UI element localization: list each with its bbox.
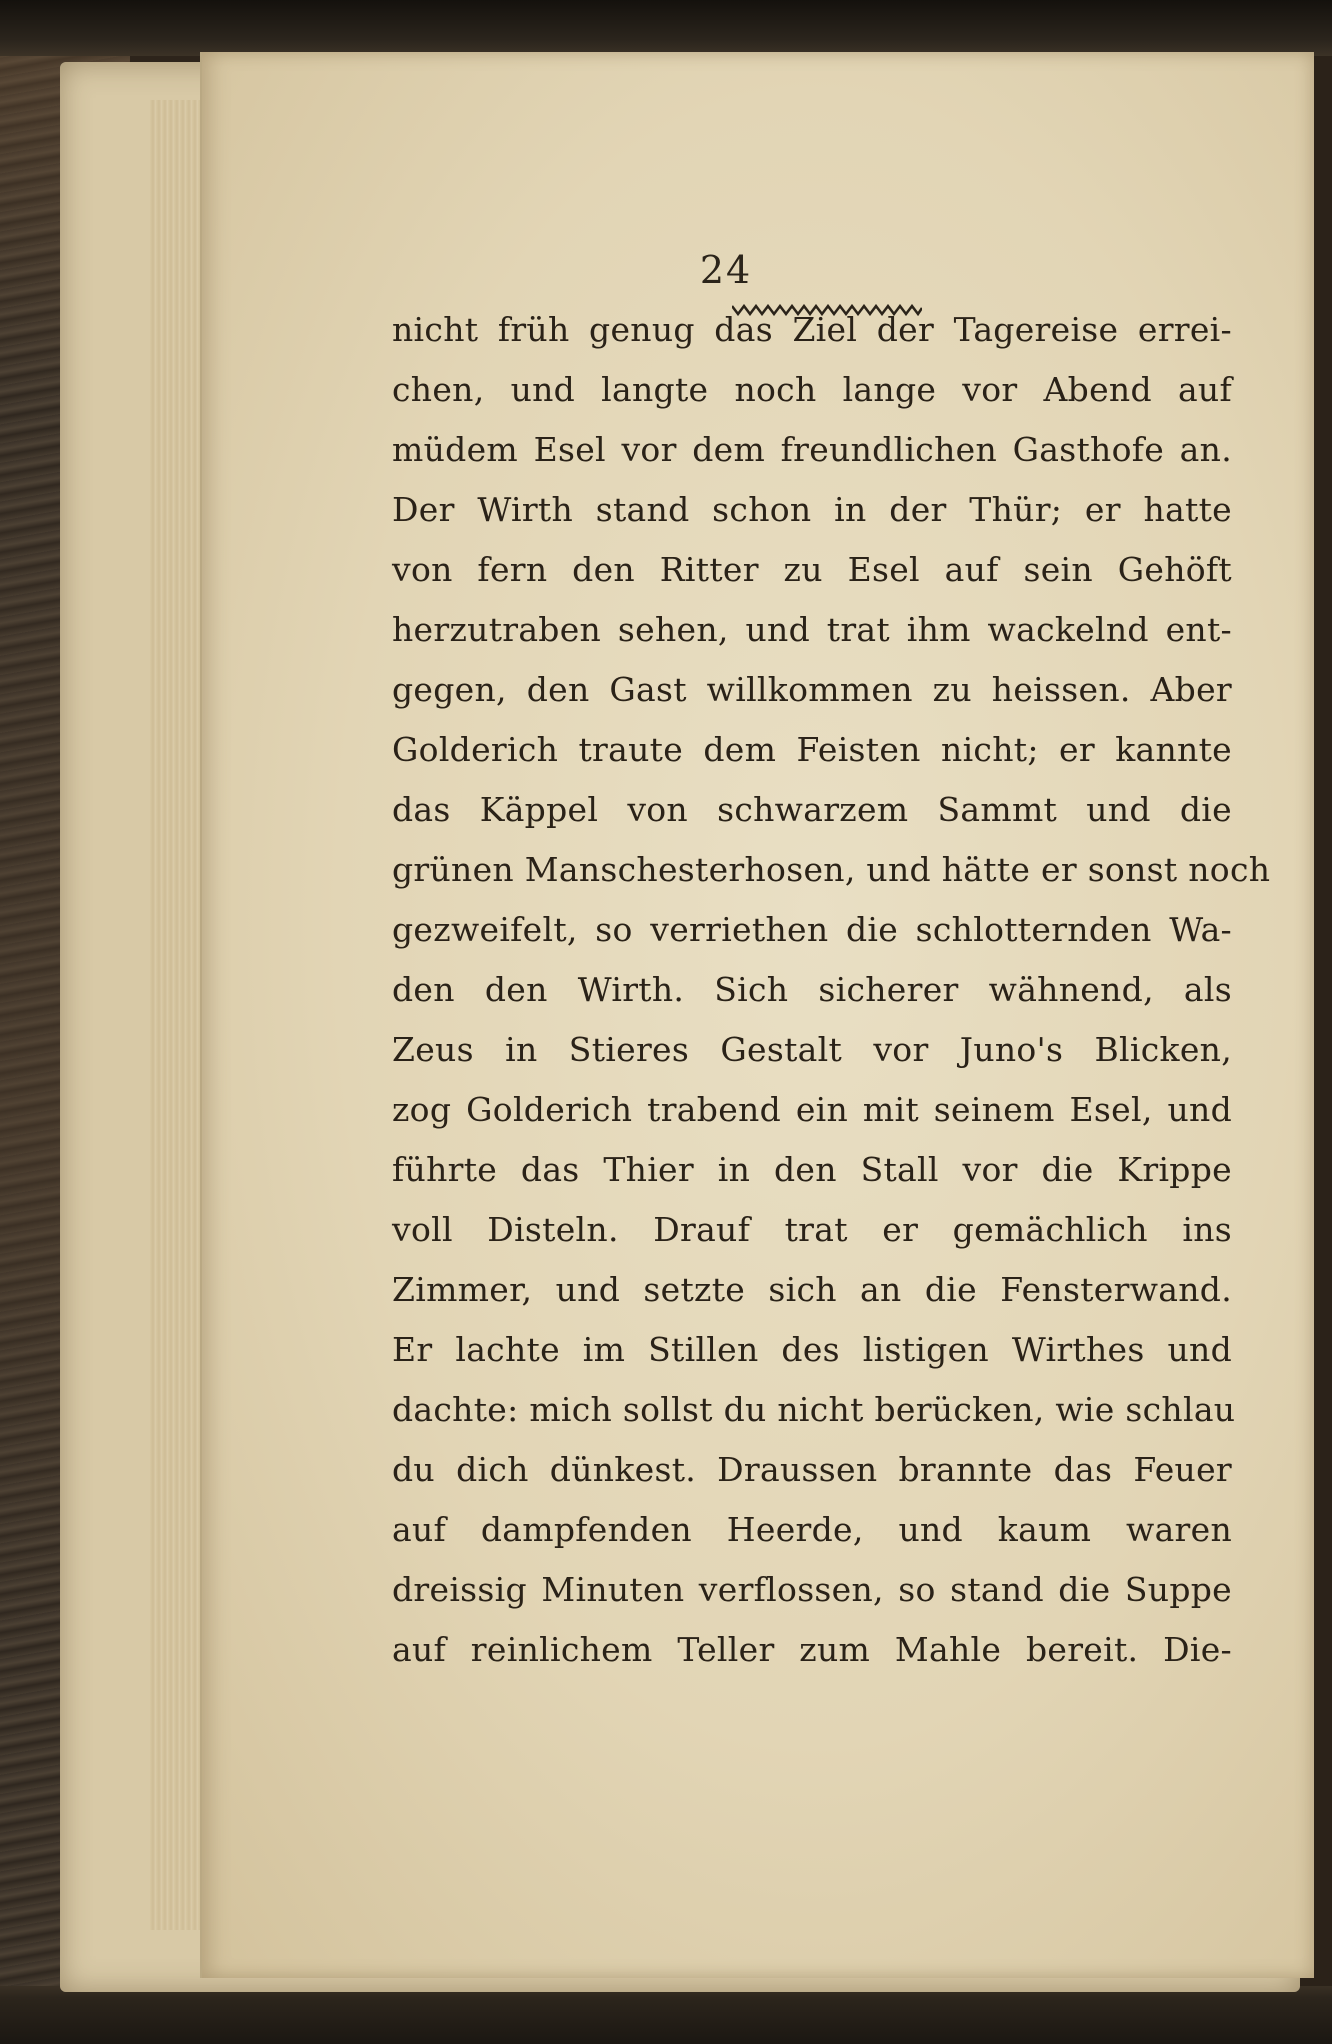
text-line: du dich dünkest. Draussen brannte das Feuer	[392, 1450, 1232, 1489]
book-cover-bottom	[0, 1986, 1332, 2044]
text-line: gezweifelt, so verriethen die schlotternden Wa-	[392, 910, 1232, 949]
text-line: zog Golderich trabend ein mit seinem Esel, und	[392, 1090, 1232, 1129]
text-line: Zeus in Stieres Gestalt vor Juno's Blicken,	[392, 1030, 1232, 1069]
page-gutter	[150, 100, 202, 1930]
text-line: das Käppel von schwarzem Sammt und die	[392, 790, 1232, 829]
text-line: den den Wirth. Sich sicherer wähnend, als	[392, 970, 1232, 1009]
page-text	[392, 300, 1271, 1680]
text-line: auf dampfenden Heerde, und kaum waren	[392, 1510, 1232, 1549]
text-line: chen, und langte noch lange vor Abend auf	[392, 370, 1232, 409]
text-line: voll Disteln. Drauf trat er gemächlich ins	[392, 1210, 1232, 1249]
text-line: von fern den Ritter zu Esel auf sein Gehöft	[392, 550, 1232, 589]
text-line: dreissig Minuten verflossen, so stand die Suppe	[392, 1570, 1232, 1609]
text-line: Der Wirth stand schon in der Thür; er hatte	[392, 490, 1232, 529]
text-line: dachte: mich sollst du nicht berücken, wie schlau	[392, 1390, 1236, 1429]
text-line: auf reinlichem Teller zum Mahle bereit. Die-	[392, 1630, 1232, 1669]
text-line: gegen, den Gast willkommen zu heissen. Aber	[392, 670, 1232, 709]
text-line: führte das Thier in den Stall vor die Krippe	[392, 1150, 1232, 1189]
text-line: müdem Esel vor dem freundlichen Gasthofe an.	[392, 430, 1232, 469]
page-number: 24	[699, 248, 753, 292]
text-line: Zimmer, und setzte sich an die Fensterwand.	[392, 1270, 1232, 1309]
text-line: Er lachte im Stillen des listigen Wirthes und	[392, 1330, 1232, 1369]
text-line: herzutraben sehen, und trat ihm wackelnd ent-	[392, 610, 1232, 649]
text-line: nicht früh genug das Ziel der Tagereise errei-	[392, 310, 1232, 349]
text-line: Golderich traute dem Feisten nicht; er kannte	[392, 730, 1232, 769]
text-line: grünen Manschesterhosen, und hätte er sonst noch	[392, 850, 1271, 889]
book-cover-top	[0, 0, 1332, 56]
